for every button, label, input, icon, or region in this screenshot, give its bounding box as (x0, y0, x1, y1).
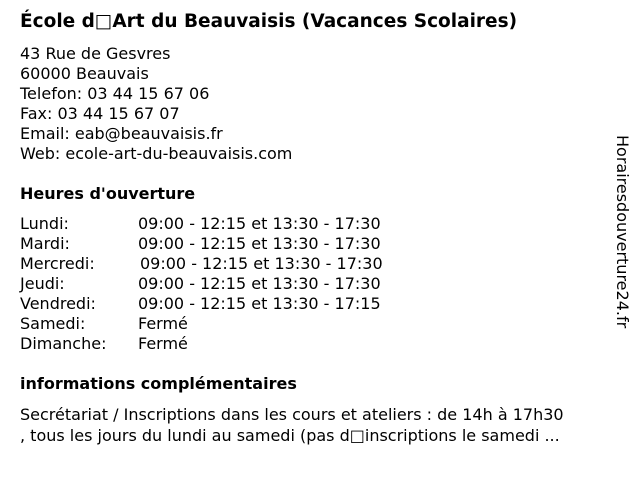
email-address: Email: eab@beauvaisis.fr (20, 124, 223, 143)
time-value: Fermé (138, 334, 188, 353)
time-value: 09:00 - 12:15 et 13:30 - 17:30 (138, 214, 381, 233)
fax-number: Fax: 03 44 15 67 07 (20, 104, 180, 123)
website-address: Web: ecole-art-du-beauvaisis.com (20, 144, 293, 163)
info-line-1: Secrétariat / Inscriptions dans les cours et ateliers : de 14h à 17h30 (20, 405, 564, 424)
time-value: 09:00 - 12:15 et 13:30 - 17:30 (140, 254, 383, 273)
day-label: Lundi: (20, 214, 69, 233)
time-value: 09:00 - 12:15 et 13:30 - 17:30 (138, 234, 381, 253)
address-block (20, 44, 292, 164)
info-line-2: , tous les jours du lundi au samedi (pas d□inscriptions le samedi ... (20, 426, 560, 445)
page-title: École d□Art du Beauvaisis (Vacances Scolaires) (20, 11, 518, 32)
day-label: Vendredi: (20, 294, 96, 313)
info-text (20, 404, 564, 446)
time-value: 09:00 - 12:15 et 13:30 - 17:15 (138, 294, 381, 313)
day-label: Dimanche: (20, 334, 107, 353)
hours-heading: Heures d'ouverture (20, 184, 196, 203)
day-label: Samedi: (20, 314, 86, 333)
day-label: Mercredi: (20, 254, 95, 273)
time-value: Fermé (138, 314, 188, 333)
city-address: 60000 Beauvais (20, 64, 149, 83)
day-label: Mardi: (20, 234, 70, 253)
day-label: Jeudi: (20, 274, 65, 293)
site-watermark: Horairesdouverture24.fr (613, 135, 632, 329)
street-address: 43 Rue de Gesvres (20, 44, 171, 63)
phone-number: Telefon: 03 44 15 67 06 (20, 84, 210, 103)
time-value: 09:00 - 12:15 et 13:30 - 17:30 (138, 274, 381, 293)
info-heading: informations complémentaires (20, 374, 297, 393)
